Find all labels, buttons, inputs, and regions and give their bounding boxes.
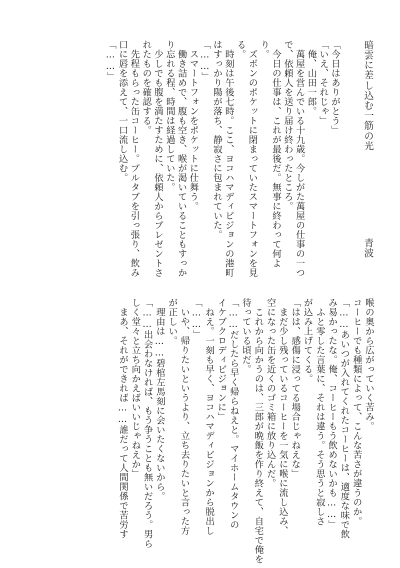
- upper-column-20: 「……」: [104, 40, 116, 82]
- lower-column-19: 「……出会わなければ、もう争うことも無いだろう。男ら: [141, 298, 153, 549]
- upper-column-1: 「今日はありがとう」: [329, 40, 340, 135]
- lower-column-11: 待っている頃だ。: [240, 298, 251, 374]
- upper-column-3: 俺、山田一郎。: [305, 40, 317, 116]
- upper-column-15: り忘れる程、時間は経過していた。: [163, 40, 175, 192]
- upper-column-16: 少しでも腹を満たすために、依頼人からプレゼントさ: [152, 40, 163, 278]
- lower-column-12: 「……だしたら早く帰らねえと。マイホームタウンの: [227, 298, 239, 530]
- story-title: 暗雲に差し込む一筋の光: [362, 40, 373, 152]
- lower-column-21: まあ、それができれば……誰だって人間関係で苦労す: [117, 298, 128, 540]
- upper-column-7: り。: [258, 40, 270, 59]
- upper-column-14: 働き詰めで、腹も空き、喉が渇いていることもすっか: [175, 40, 187, 278]
- upper-column-18: 先程もらった缶コーヒー。プルタブを引っ張り、飲み: [128, 40, 140, 278]
- lower-column-9: 空になった缶を近くのゴミ箱に放り込んだ。: [264, 298, 276, 488]
- author-name: 青波: [362, 238, 373, 259]
- upper-column-10: 時刻は午後七時。ここ、ヨコハマディビジョンの港町: [222, 40, 234, 278]
- upper-column-9: る。: [234, 40, 246, 59]
- lower-column-13: イケブクロディビジョンに」: [215, 298, 227, 422]
- upper-column-8: ズボンのポケットに閉まっていたスマートフォンを見: [246, 40, 258, 278]
- upper-column-6: 今日の仕事は、これが最後だ。無事に終わって何よ: [270, 40, 281, 268]
- lower-column-4: み易かったな。俺、コーヒーもう飲めないかも……」: [326, 298, 338, 530]
- upper-column-12: 「……」: [199, 40, 211, 82]
- lower-column-6: が込み上げてくる。: [301, 298, 313, 384]
- upper-column-13: スマートフォンをポケットに仕舞う。: [187, 40, 199, 211]
- lower-column-16: いや、帰りたいというより、立ち去りたいと言った方: [178, 298, 190, 536]
- lower-column-8: まだ少し残っているコーヒーを一気に喉に流し込み、: [276, 298, 288, 536]
- lower-column-5: ふと零した言葉に、それは違う。そう思うと寂しさ: [313, 298, 325, 526]
- upper-column-4: 萬屋を営んでいる十九歳。今しがた萬屋の仕事の一つ: [293, 40, 305, 278]
- lower-column-7: 「はは、感傷に浸ってる場合じゃねえな」: [289, 298, 301, 479]
- lower-column-3: 「……あいつが入れてくれたコーヒーは、適度な味で飲: [338, 298, 350, 540]
- lower-column-10: これから向かうのは、三郎が晩飯を作り終えて、自宅で俺を: [252, 298, 264, 564]
- lower-column-18: 理由は……碧棺左馬刻に会いたくないから。: [153, 298, 165, 502]
- lower-column-2: コーヒーでも種類によって、こんな苦さが違うのか。: [350, 298, 362, 526]
- lower-column-20: しく堂々と立ち向かえばいいじゃねえか」: [129, 298, 141, 479]
- lower-column-1: 喉の奥から広がっていく苦み。: [363, 298, 374, 431]
- upper-column-5: で、依頼人を送り届け終わったところ。: [281, 40, 293, 211]
- upper-column-17: れたものを確認する。: [140, 40, 152, 135]
- upper-column-11: はすっかり陽が落ち、静寂さに包まれていた。: [211, 40, 222, 240]
- lower-column-14: ねえ。一刻も早く、ヨコハマディビジョンから脱出し: [203, 298, 215, 536]
- upper-column-2: 「いえ、それじゃ」: [317, 40, 329, 126]
- lower-column-15: 「……」: [190, 298, 202, 340]
- lower-column-17: が正しい。: [166, 298, 178, 346]
- upper-column-19: 口に唇を添えて、一口流し込む。: [116, 40, 128, 183]
